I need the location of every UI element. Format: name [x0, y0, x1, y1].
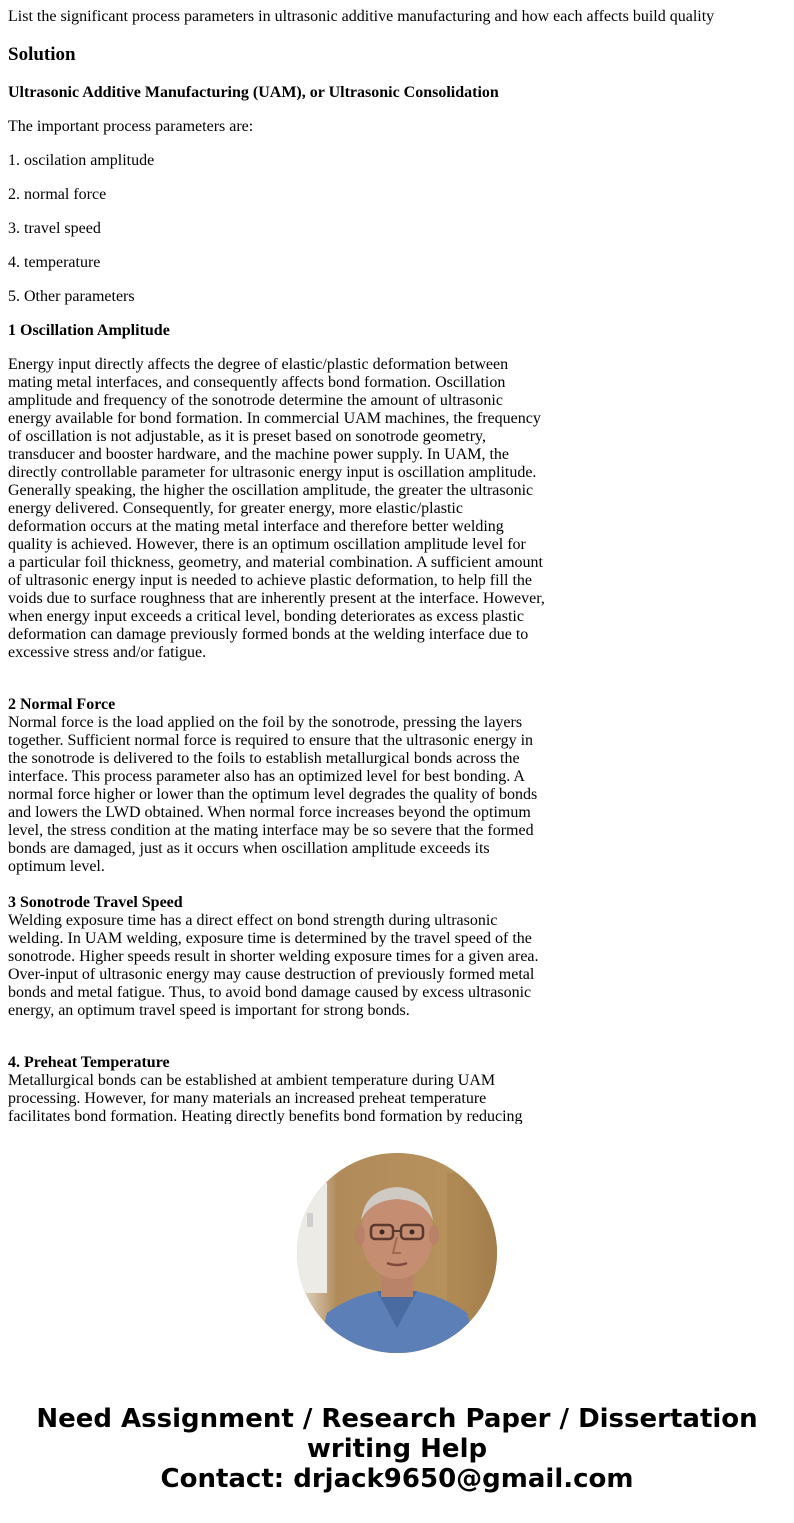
body-line: and lowers the LWD obtained. When normal force increases beyond the optimum	[8, 804, 531, 821]
body-line: mating metal interfaces, and consequently affects bond formation. Oscillation	[8, 374, 506, 391]
body-line: of oscillation is not adjustable, as it is preset based on sonotrode geometry,	[8, 428, 486, 445]
parameter-item: 4. temperature	[8, 254, 101, 271]
parameter-item: 2. normal force	[8, 186, 107, 203]
body-line: when energy input exceeds a critical level, bonding deteriorates as excess plastic	[8, 608, 524, 625]
body-line: processing. However, for many materials an increased preheat temperature	[8, 1090, 487, 1107]
section-title-amplitude: 1 Oscillation Amplitude	[8, 322, 170, 339]
body-line: energy available for bond formation. In commercial UAM machines, the frequency	[8, 410, 541, 427]
body-line: a particular foil thickness, geometry, and material combination. A sufficient amount	[8, 554, 543, 571]
body-line: normal force higher or lower than the optimum level degrades the quality of bonds	[8, 786, 538, 803]
body-line: Over-input of ultrasonic energy may cause destruction of previously formed metal	[8, 966, 535, 983]
section-body-amplitude	[8, 356, 553, 662]
body-line: deformation can damage previously formed bonds at the welding interface due to	[8, 626, 529, 643]
body-line: Metallurgical bonds can be established at ambient temperature during UAM	[8, 1072, 496, 1089]
body-line: together. Sufficient normal force is required to ensure that the ultrasonic energy in	[8, 732, 534, 749]
question-text: List the significant process parameters in ultrasonic additive manufacturing and how each affects build quality	[8, 8, 715, 25]
body-line: amplitude and frequency of the sonotrode determine the amount of ultrasonic	[8, 392, 503, 409]
avatar-portrait	[297, 1153, 497, 1353]
body-line: the sonotrode is delivered to the foils to establish metallurgical bonds across the	[8, 750, 520, 767]
body-line: of ultrasonic energy input is needed to achieve plastic deformation, to help fill the	[8, 572, 532, 589]
body-line: Welding exposure time has a direct effect on bond strength during ultrasonic	[8, 912, 498, 929]
body-line: bonds are damaged, just as it occurs when oscillation amplitude exceeds its	[8, 840, 490, 857]
body-line: directly controllable parameter for ultrasonic energy input is oscillation amplitude.	[8, 464, 537, 481]
body-line: welding. In UAM welding, exposure time is determined by the travel speed of the	[8, 930, 532, 947]
body-line: Energy input directly affects the degree of elastic/plastic deformation between	[8, 356, 509, 373]
body-line: deformation occurs at the mating metal interface and therefore better welding	[8, 518, 504, 535]
body-line: energy delivered. Consequently, for greater energy, more elastic/plastic	[8, 500, 463, 517]
body-line: quality is achieved. However, there is an optimum oscillation amplitude level for	[8, 536, 526, 553]
intro-text: The important process parameters are:	[8, 118, 254, 135]
body-line: Normal force is the load applied on the foil by the sonotrode, pressing the layers	[8, 714, 523, 731]
parameter-item: 3. travel speed	[8, 220, 101, 237]
section-body-preheat	[8, 1072, 553, 1124]
body-line: interface. This process parameter also has an optimized level for best bonding. A	[8, 768, 525, 785]
body-line: facilitates bond formation. Heating directly benefits bond formation by reducing	[8, 1108, 523, 1124]
section-title-travel-speed: 3 Sonotrode Travel Speed	[8, 894, 183, 911]
body-line: voids due to surface roughness that are inherently present at the interface. However,	[8, 590, 545, 607]
contact-email: Contact: drjack9650@gmail.com	[160, 1464, 634, 1494]
body-line: bonds and metal fatigue. Thus, to avoid bond damage caused by excess ultrasonic	[8, 984, 532, 1001]
section-body-travel-speed	[8, 912, 553, 1020]
body-line: energy, an optimum travel speed is important for strong bonds.	[8, 1002, 410, 1019]
section-body-normal-force	[8, 714, 553, 876]
body-line: level, the stress condition at the mating interface may be so severe that the formed	[8, 822, 534, 839]
solution-heading: Solution	[8, 44, 76, 65]
banner-line: Need Assignment / Research Paper / Dissertation	[36, 1404, 758, 1434]
contact-banner	[0, 1404, 794, 1494]
solution-body	[8, 84, 553, 1124]
body-line: optimum level.	[8, 858, 105, 875]
section-title-preheat: 4. Preheat Temperature	[8, 1054, 170, 1071]
body-line: excessive stress and/or fatigue.	[8, 644, 207, 661]
parameter-item: 1. oscilation amplitude	[8, 152, 155, 169]
body-line: sonotrode. Higher speeds result in shorter welding exposure times for a given area.	[8, 948, 539, 965]
body-line: Generally speaking, the higher the oscillation amplitude, the greater the ultrasonic	[8, 482, 534, 499]
parameter-item: 5. Other parameters	[8, 288, 135, 305]
author-avatar	[297, 1153, 497, 1353]
section-title-normal-force: 2 Normal Force	[8, 696, 116, 713]
body-line: transducer and booster hardware, and the machine power supply. In UAM, the	[8, 446, 510, 463]
uam-subheading: Ultrasonic Additive Manufacturing (UAM), or Ultrasonic Consolidation	[8, 84, 499, 101]
banner-line: writing Help	[306, 1434, 488, 1464]
